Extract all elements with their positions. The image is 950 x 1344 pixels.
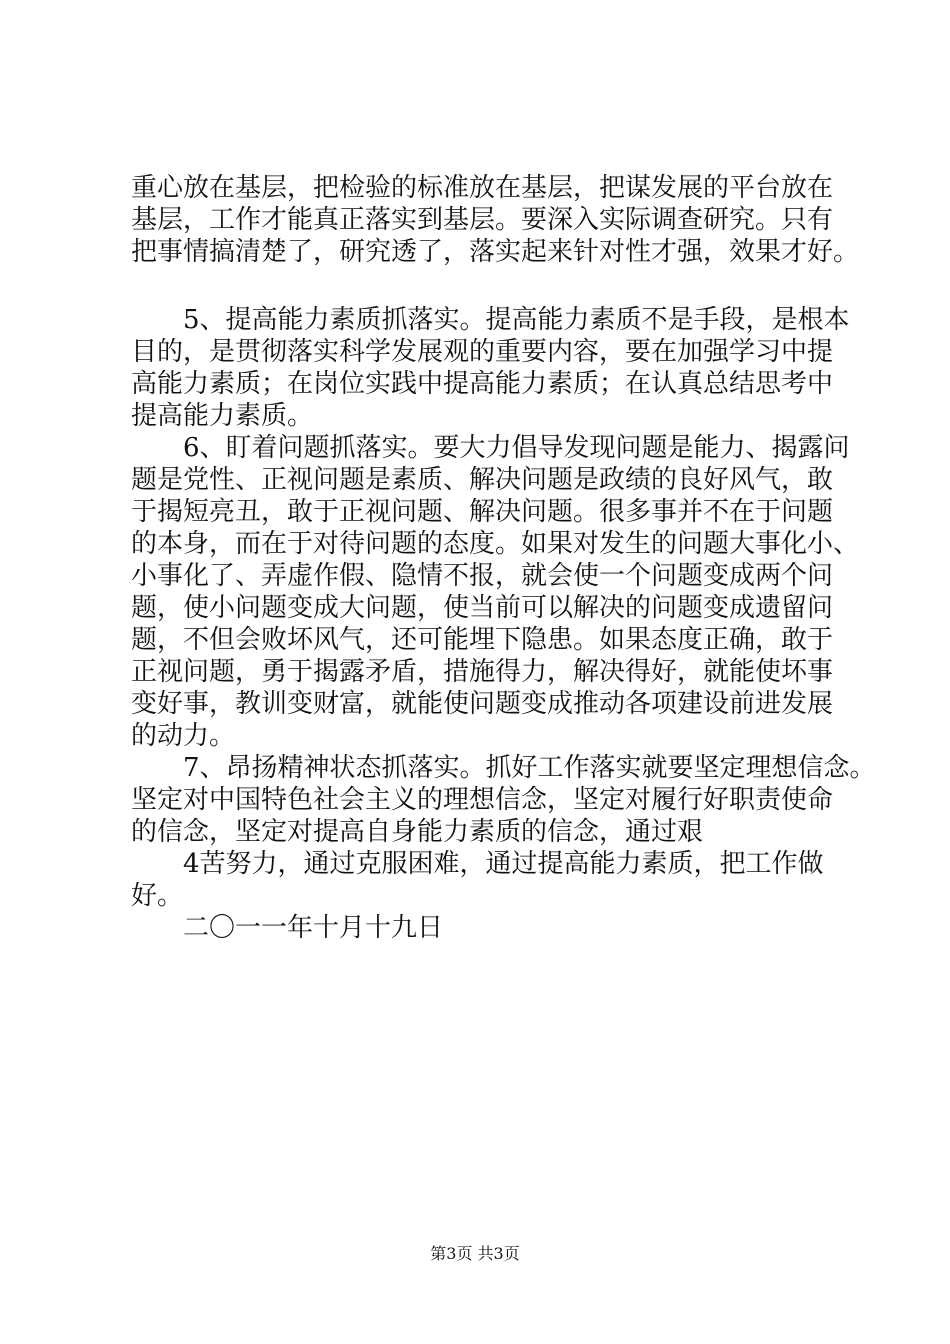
text-line: 重心放在基层，把检验的标准放在基层，把谋发展的平台放在: [131, 173, 834, 203]
text-line: 于揭短亮丑，敢于正视问题、解决问题。很多事并不在于问题: [131, 497, 834, 527]
page-footer: [0, 1244, 950, 1264]
paragraph-gap: [131, 268, 831, 304]
paragraph-item-6: [131, 432, 860, 752]
text-line: 变好事，教训变财富，就能使问题变成推动各项建设前进发展: [131, 689, 834, 719]
paragraph-continuation-4: [131, 848, 831, 912]
text-line: 的动力。: [131, 721, 236, 751]
text-line: 题，不但会败坏风气，还可能埋下隐患。如果态度正确，敢于: [131, 625, 834, 655]
text-line: 把事情搞清楚了，研究透了，落实起来针对性才强，效果才好。: [131, 237, 860, 267]
document-body: [131, 172, 876, 944]
text-line: 小事化了、弄虚作假、隐情不报，就会使一个问题变成两个问: [131, 561, 834, 591]
paragraph-item-5: [131, 304, 850, 432]
date-line: [131, 912, 831, 944]
text-line: 的信念，坚定对提高自身能力素质的信念，通过艰: [131, 817, 704, 847]
page-number-label: 第3页 共3页: [430, 1244, 520, 1263]
text-line: 好。: [131, 881, 184, 911]
text-line: 题是党性、正视问题是素质、解决问题是政绩的良好风气，敢: [131, 465, 834, 495]
text-line: 提高能力素质。: [131, 401, 314, 431]
text-line: 的本身，而在于对待问题的态度。如果对发生的问题大事化小、: [131, 529, 860, 559]
text-line: 基层，工作才能真正落实到基层。要深入实际调查研究。只有: [131, 205, 834, 235]
text-line: 目的，是贯彻落实科学发展观的重要内容，要在加强学习中提: [131, 337, 834, 367]
paragraph-item-7: [131, 752, 876, 848]
text-line: 4苦努力，通过克服困难，通过提高能力素质，把工作做: [131, 849, 824, 879]
document-date: 二〇一一年十月十九日: [131, 913, 444, 943]
text-line: 题，使小问题变成大问题，使当前可以解决的问题变成遗留问: [131, 593, 834, 623]
text-line: 6、盯着问题抓落实。要大力倡导发现问题是能力、揭露问: [131, 433, 850, 463]
paragraph-continuation: [131, 172, 860, 268]
text-line: 高能力素质；在岗位实践中提高能力素质；在认真总结思考中: [131, 369, 834, 399]
text-line: 5、提高能力素质抓落实。提高能力素质不是手段，是根本: [131, 305, 850, 335]
text-line: 坚定对中国特色社会主义的理想信念，坚定对履行好职责使命: [131, 785, 834, 815]
text-line: 正视问题，勇于揭露矛盾，措施得力，解决得好，就能使坏事: [131, 657, 834, 687]
text-line: 7、昂扬精神状态抓落实。抓好工作落实就要坚定理想信念。: [131, 753, 876, 783]
